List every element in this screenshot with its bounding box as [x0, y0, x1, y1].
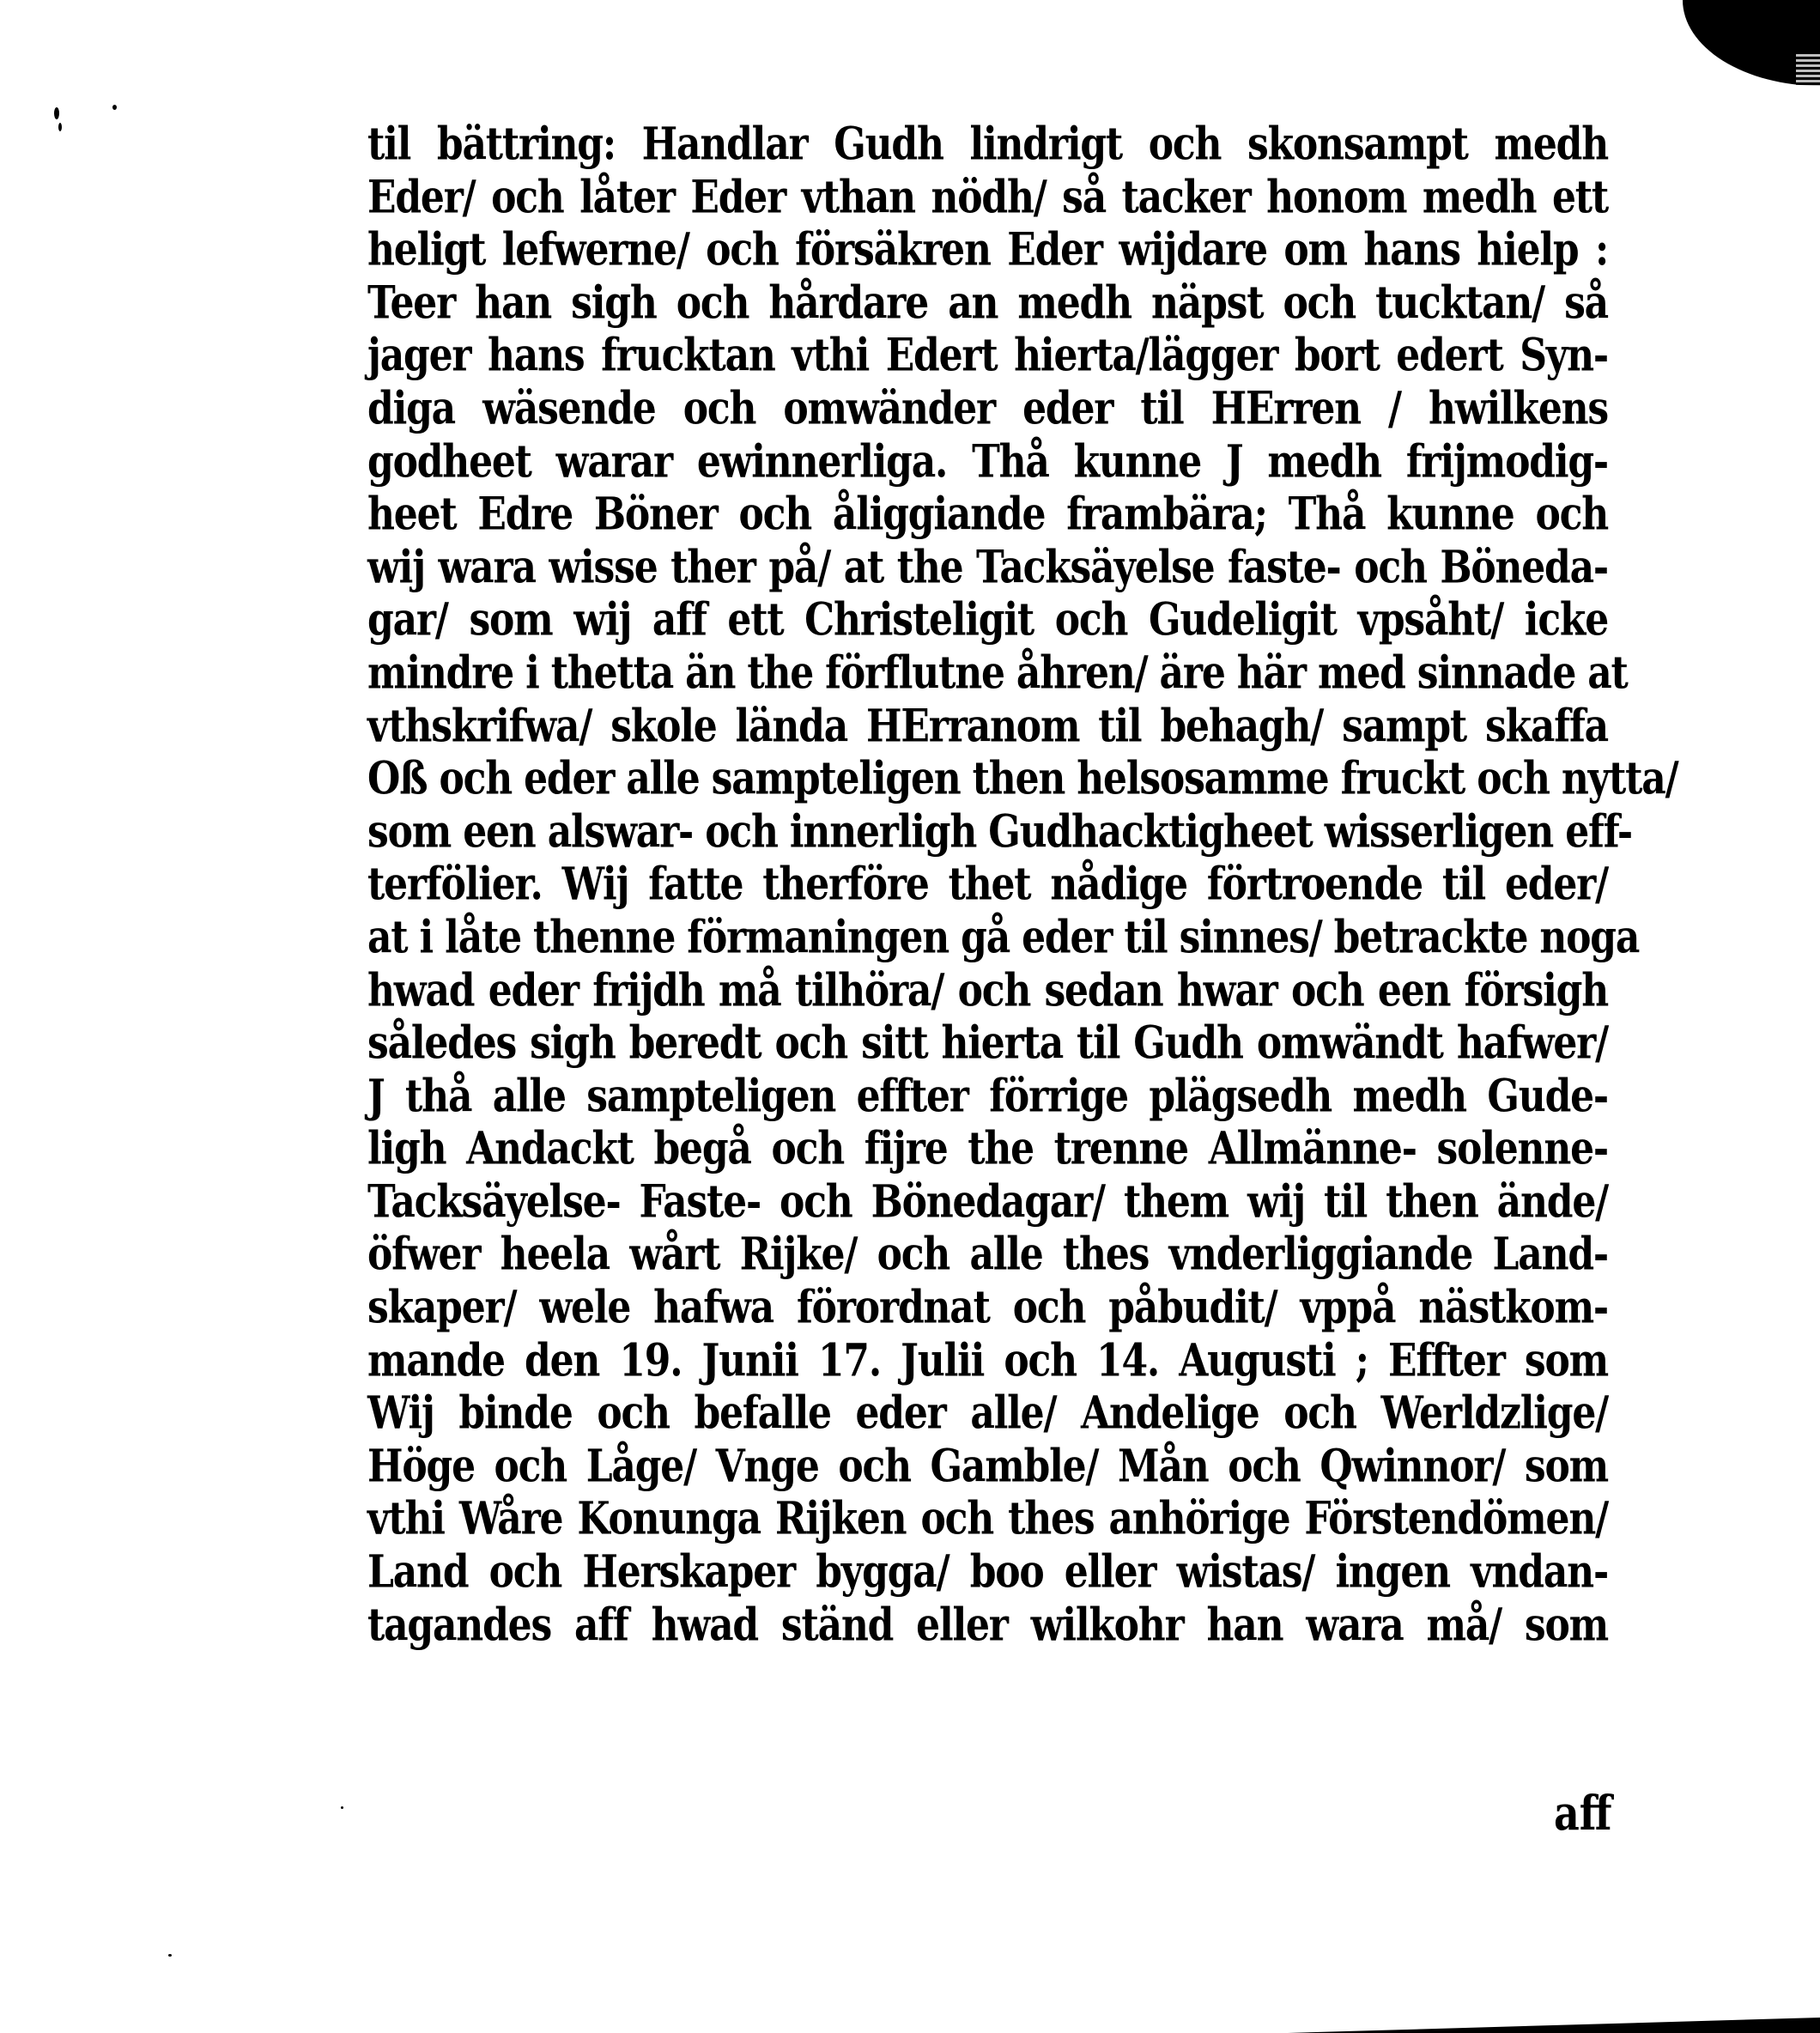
margin-speck	[341, 1806, 343, 1809]
text-line: at i låte thenne förmaningen gå eder til sinnes/ betrackte noga	[367, 912, 1640, 964]
text-line: Wij binde och befalle eder alle/ Andelige och Werldzlige/	[367, 1387, 1608, 1440]
text-line: wij wara wisse ther på/ at the Tacksäyelse faste- och Böneda-	[367, 542, 1608, 594]
text-line: mindre i thetta än the förflutne åhren/ äre här med sinnade at	[367, 647, 1628, 700]
text-line: til bättring: Handlar Gudh lindrigt och skonsampt medh	[367, 118, 1608, 171]
text-line: Eder/ och låter Eder vthan nödh/ så tacker honom medh ett	[367, 171, 1608, 224]
text-line: jager hans frucktan vthi Edert hierta/lägger bort edert Syn-	[367, 330, 1608, 382]
text-line: tagandes aff hwad ständ eller wilkohr han wara må/ som	[367, 1599, 1608, 1652]
text-line: heligt lefwerne/ och försäkren Eder wijdare om hans hielp :	[367, 224, 1608, 276]
text-line: således sigh beredt och sitt hierta til Gudh omwändt hafwer/	[367, 1017, 1608, 1070]
text-line: Oß och eder alle sampteligen then helsosamme fruckt och nytta/	[367, 753, 1678, 805]
text-line: Land och Herskaper bygga/ boo eller wistas/ ingen vndan-	[367, 1546, 1608, 1599]
text-line: Tacksäyelse- Faste- och Bönedagar/ them wij til then ände/	[367, 1176, 1608, 1229]
text-line: terfölier. Wij fatte therföre thet nådige förtroende til eder/	[367, 859, 1608, 911]
text-line: diga wäsende och omwänder eder til HErren / hwilkens	[367, 383, 1608, 435]
margin-speck	[112, 105, 117, 110]
text-line: skaper/ wele hafwa förordnat och påbudit/ vppå nästkom-	[367, 1282, 1608, 1334]
text-line: ligh Andackt begå och fijre the trenne Allmänne- solenne-	[367, 1123, 1608, 1175]
text-line: mande den 19. Junii 17. Julii och 14. Augusti ; Effter som	[367, 1335, 1608, 1387]
text-line: J thå alle sampteligen effter förrige plägsedh medh Gude-	[367, 1071, 1608, 1123]
text-line: Teer han sigh och hårdare an medh näpst och tucktan/ så	[367, 277, 1608, 330]
text-line: Höge och Låge/ Vnge och Gamble/ Mån och Qwinnor/ som	[367, 1441, 1608, 1493]
scan-edge-bottom	[1288, 2018, 1820, 2033]
text-line: vthi Wåre Konunga Rijken och thes anhörige Förstendömen/	[367, 1493, 1608, 1545]
catchword: aff	[1554, 1785, 1612, 1842]
text-line: som een alswar- och innerligh Gudhacktigheet wisserligen eff-	[367, 806, 1632, 859]
text-line: heet Edre Böner och åliggiande frambära; Thå kunne och	[367, 489, 1608, 541]
margin-speck	[58, 123, 62, 131]
scan-edge-fringe	[1796, 52, 1820, 86]
body-text	[367, 118, 1678, 1652]
text-line: öfwer heela wårt Rijke/ och alle thes vnderliggiande Land-	[367, 1229, 1608, 1282]
text-line: vthskrifwa/ skole lända HErranom til behagh/ sampt skaffa	[367, 700, 1608, 753]
margin-speck	[168, 1954, 172, 1957]
margin-speck	[54, 107, 59, 119]
text-line: hwad eder frijdh må tilhöra/ och sedan hwar och een försigh	[367, 964, 1608, 1017]
text-line: gar/ som wij aff ett Christeligit och Gudeligit vpsåht/ icke	[367, 594, 1608, 646]
text-line: godheet warar ewinnerliga. Thå kunne J medh frijmodig-	[367, 435, 1608, 489]
